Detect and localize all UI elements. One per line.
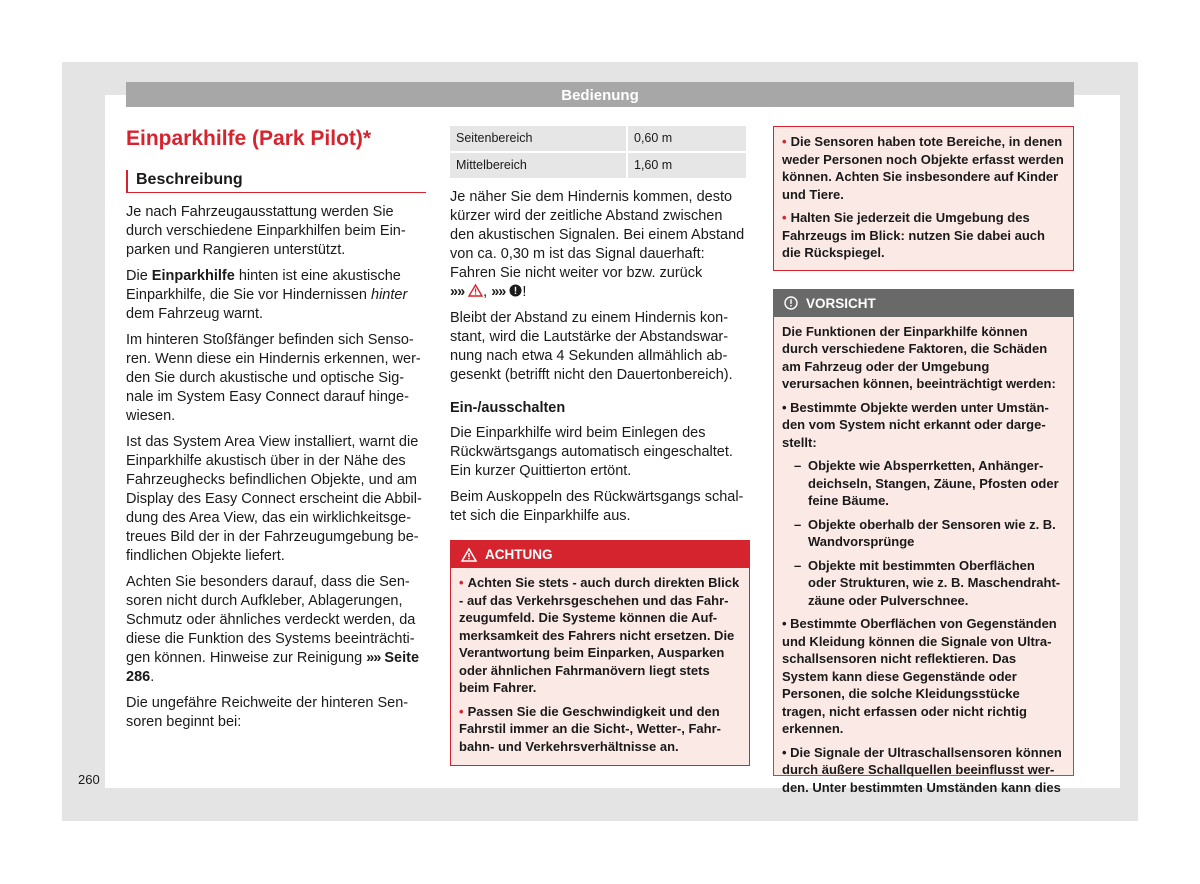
arrow-ref-icon: »» — [366, 650, 381, 666]
page-reference-link[interactable]: Seite 286 — [126, 650, 420, 685]
warning-triangle-icon — [461, 548, 477, 562]
warning-item: • Die Sensoren haben tote Bereiche, in denen weder Personen noch Objekte erfasst werden können. Achten Sie insbesondere auf Kinder und Tiere. — [782, 134, 1064, 202]
table-cell-label: Mittelbereich — [450, 153, 626, 178]
range-table — [448, 124, 748, 180]
table-cell-value: 0,60 m — [628, 126, 746, 151]
arrow-ref-icon: »» — [491, 284, 506, 300]
info-circle-icon[interactable] — [509, 284, 522, 297]
caution-subitem: – Objekte mit bestimmten Oberflächen oder Strukturen, wie z. B. Maschendrahtzäune oder Pulverschnee. — [794, 557, 1061, 608]
column-1 — [126, 126, 426, 739]
paragraph: Je näher Sie dem Hindernis kommen, desto kürzer wird der zeitliche Abstand zwischen den akustischen Signalen. Bei einem Abstand von ca. 0,30 m ist das Signal dauerhaft: Fahren Sie nicht weiter vor bzw. zurück »» , »» ! — [450, 189, 745, 300]
warning-item: • Achten Sie stets - auch durch direkten Blick - auf das Verkehrsgeschehen und das Fahrzeugumfeld. Die Systeme können die Aufmerksamkeit des Fahrers nicht ersetzen. Die Verantwortung beim Einparken, Ausparken oder ähnlichen Fahrmanövern liegt stets beim Fahrer. — [459, 575, 740, 695]
page-title: Einparkhilfe (Park Pilot)* — [126, 127, 372, 150]
subsection-heading: Ein-/ausschalten — [450, 400, 566, 416]
paragraph: Beim Auskoppeln des Rückwärtsgangs schaltet sich die Einparkhilfe aus. — [450, 489, 744, 524]
section-banner: Bedienung — [126, 82, 1074, 107]
paragraph: Je nach Fahrzeugausstattung werden Sie durch verschiedene Einparkhilfen beim Einparken und Rangieren unterstützt. — [126, 204, 406, 258]
caution-subitem: – Objekte wie Absperrketten, Anhängerdeichseln, Stangen, Zäune, Pfosten oder feine Bäume. — [794, 458, 1059, 508]
info-circle-icon — [784, 296, 798, 310]
warning-box-continued — [773, 126, 1074, 271]
paragraph: Die Einparkhilfe hinten ist eine akustische Einparkhilfe, die Sie vor Hindernissen hinter dem Fahrzeug warnt. — [126, 268, 408, 322]
paragraph: Achten Sie besonders darauf, dass die Sensoren nicht durch Aufkleber, Ablagerungen, Schmutz oder ähnliches verdeckt werden, da diese die Funktion des Systems beeinträchtigen können. Hinweise zur Reinigung »» Seite 286. — [126, 574, 420, 685]
page-number: 260 — [78, 772, 100, 787]
caution-item: • Die Signale der Ultraschallsensoren können durch äußere Schallquellen beeinflusst werden. Unter bestimmten Umständen kann dies — [782, 744, 1062, 795]
caution-item: • Bestimmte Oberflächen von Gegenständen und Kleidung können die Signale von Ultraschallsensoren nicht reflektieren. Das System kann diese Gegenstände oder Personen, die solche Kleidungsstücke tragen, nicht erfassen oder nicht richtig erkennen. — [782, 616, 1057, 736]
warning-item: • Passen Sie die Geschwindigkeit und den Fahrstil immer an die Sicht-, Wetter-, Fahrbahn- und Verkehrsverhältnisse an. — [459, 703, 721, 754]
table-cell-label: Seitenbereich — [450, 126, 626, 151]
table-cell-value: 1,60 m — [628, 153, 746, 178]
warning-box — [450, 540, 750, 766]
column-3 — [773, 126, 1074, 795]
caution-subitem: – Objekte oberhalb der Sensoren wie z. B. Wandvorsprünge — [794, 516, 1056, 549]
table-row — [450, 153, 746, 178]
paragraph: Im hinteren Stoßfänger befinden sich Sensoren. Wenn diese ein Hindernis erkennen, werden Sie durch akustische und optische Signale im System Easy Connect darauf hingewiesen. — [126, 332, 421, 424]
table-row — [450, 126, 746, 151]
warning-triangle-icon[interactable] — [468, 284, 483, 297]
paragraph: Ist das System Area View installiert, warnt die Einparkhilfe akustisch über in der Nähe des Fahrzeughecks befindlichen Objekte, und am Display des Easy Connect erscheint die Abbildung des Area View, das ein wirklichkeitsgetreues Bild der in der Fahrzeugumgebung befindlichen Objekte liefert. — [126, 434, 422, 564]
caution-intro: Die Funktionen der Einparkhilfe können durch verschiedene Faktoren, die Schäden am Fahrzeug oder der Umgebung verursachen können, beeinträchtigt werden: — [782, 323, 1056, 391]
warning-item: • Halten Sie jederzeit die Umgebung des Fahrzeugs im Blick: nutzen Sie dabei auch die Rückspiegel. — [782, 210, 1045, 260]
column-2 — [450, 126, 750, 766]
caution-box — [773, 289, 1074, 795]
paragraph: Die ungefähre Reichweite der hinteren Sensoren beginnt bei: — [126, 695, 409, 730]
caution-header: VORSICHT — [774, 290, 1073, 317]
caution-item: • Bestimmte Objekte werden unter Umständen vom System nicht erkannt oder dargestellt: — [782, 399, 1049, 450]
paragraph: Die Einparkhilfe wird beim Einlegen des Rückwärtsgangs automatisch eingeschaltet. Ein kurzer Quittierton ertönt. — [450, 425, 733, 479]
warning-header: ACHTUNG — [451, 541, 749, 568]
paragraph: Bleibt der Abstand zu einem Hindernis konstant, wird die Lautstärke der Abstandswarnung nach etwa 4 Sekunden allmählich abgesenkt (betrifft nicht den Dauertonbereich). — [450, 310, 733, 383]
arrow-ref-icon: »» — [450, 284, 465, 300]
section-heading: Beschreibung — [126, 170, 426, 193]
